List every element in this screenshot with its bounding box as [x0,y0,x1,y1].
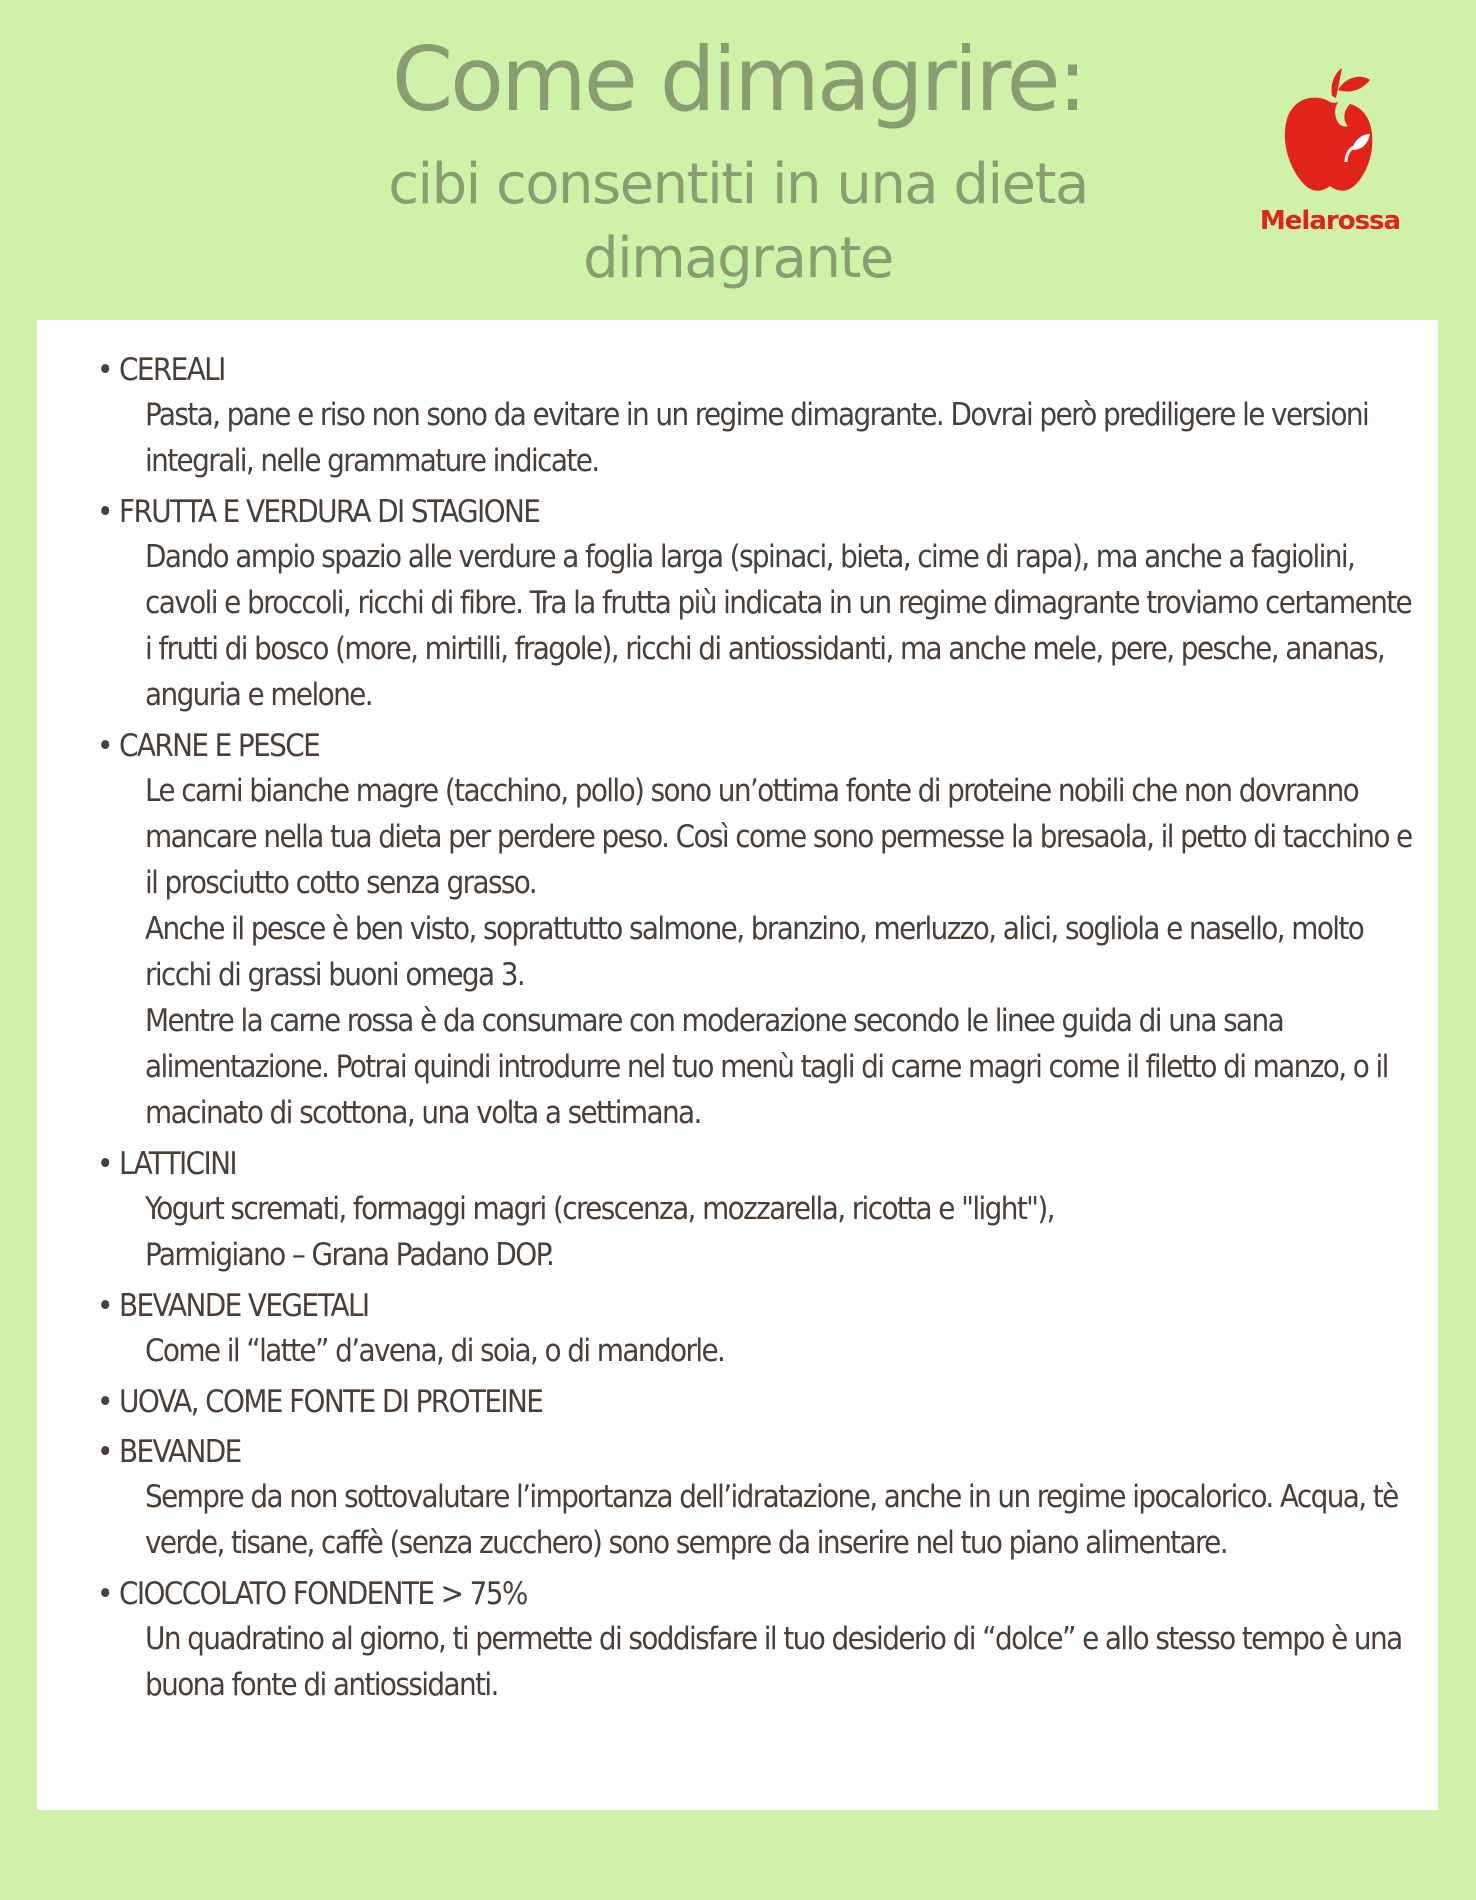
item-description: Come il “latte” d’avena, di soia, o di mandorle. [145,1333,725,1369]
bullet-icon: • [97,1146,112,1182]
bullet-icon: • [97,1384,112,1420]
item-description: Dando ampio spazio alle verdure a foglia larga (spinaci, bieta, cime di rapa), ma anche a fagiolini, cavoli e broccoli, ricchi di fibre. Tra la frutta più indicata in un regime dimagrante troviamo certamente i frutti di bosco (more, mirtilli, fragole), ricchi di antiossidanti, ma anche mele, pere, pesche, ananas, anguria e melone. [145,539,1412,713]
item-title: CARNE E PESCE [119,728,320,764]
item-description: Le carni bianche magre (tacchino, pollo) sono un’ottima fonte di proteine nobili che non dovranno mancare nella tua dieta per perdere peso. Così come sono permesse la bresaola, il petto di tacchino e il prosciutto cotto senza grasso. Anche il pesce è ben visto, soprattutto salmone, branzino, merluzzo, alici, sogliola e nasello, molto ricchi di grassi buoni omega 3. Mentre la carne rossa è da consumare con moderazione secondo le linee guida di una sana alimentazione. Potrai quindi introdurre nel tuo menù tagli di carne magri come il filetto di manzo, o il macinato di scottona, una volta a settimana. [145,773,1412,1131]
brand-logo [1240,66,1420,246]
list-item [97,490,1417,718]
bullet-icon: • [97,1288,112,1324]
list-item [97,724,1417,1136]
apple-icon [1280,66,1380,196]
list-item [97,1142,1417,1278]
item-title: CIOCCOLATO FONDENTE > 75% [119,1576,527,1612]
bullet-icon: • [97,728,112,764]
item-description: Sempre da non sottovalutare l’importanza dell’idratazione, anche in un regime ipocalorico. Acqua, tè verde, tisane, caffè (senza zucchero) sono sempre da inserire nel tuo piano alimentare. [145,1479,1398,1561]
item-description: Un quadratino al giorno, ti permette di soddisfare il tuo desiderio di “dolce” e allo stesso tempo è una buona fonte di antiossidanti. [145,1621,1402,1703]
item-title: BEVANDE [119,1434,241,1470]
brand-name: Melarossa [1259,206,1401,236]
item-title: FRUTTA E VERDURA DI STAGIONE [119,494,540,530]
list-item [97,1430,1417,1566]
content-card [37,320,1438,1810]
food-list [97,348,1417,1714]
bullet-icon: • [97,1434,112,1470]
item-description: Yogurt scremati, formaggi magri (crescenza, mozzarella, ricotta e "light"), Parmigiano – Grana Padano DOP. [145,1191,1054,1273]
item-title: UOVA, COME FONTE DI PROTEINE [119,1384,543,1420]
page-title: Come dimagrire: [391,28,1085,131]
list-item [97,348,1417,484]
item-description: Pasta, pane e riso non sono da evitare in un regime dimagrante. Dovrai però prediligere le versioni integrali, nelle grammature indicate. [145,397,1369,479]
bullet-icon: • [97,1576,112,1612]
item-title: LATTICINI [119,1146,237,1182]
item-title: BEVANDE VEGETALI [119,1288,369,1324]
item-title: CEREALI [119,352,225,388]
page-subtitle: cibi consentiti in una dieta dimagrante [388,152,1088,291]
header [0,0,1476,320]
list-item [97,1380,1417,1424]
list-item [97,1572,1417,1708]
list-item [97,1284,1417,1374]
bullet-icon: • [97,352,112,388]
bullet-icon: • [97,494,112,530]
